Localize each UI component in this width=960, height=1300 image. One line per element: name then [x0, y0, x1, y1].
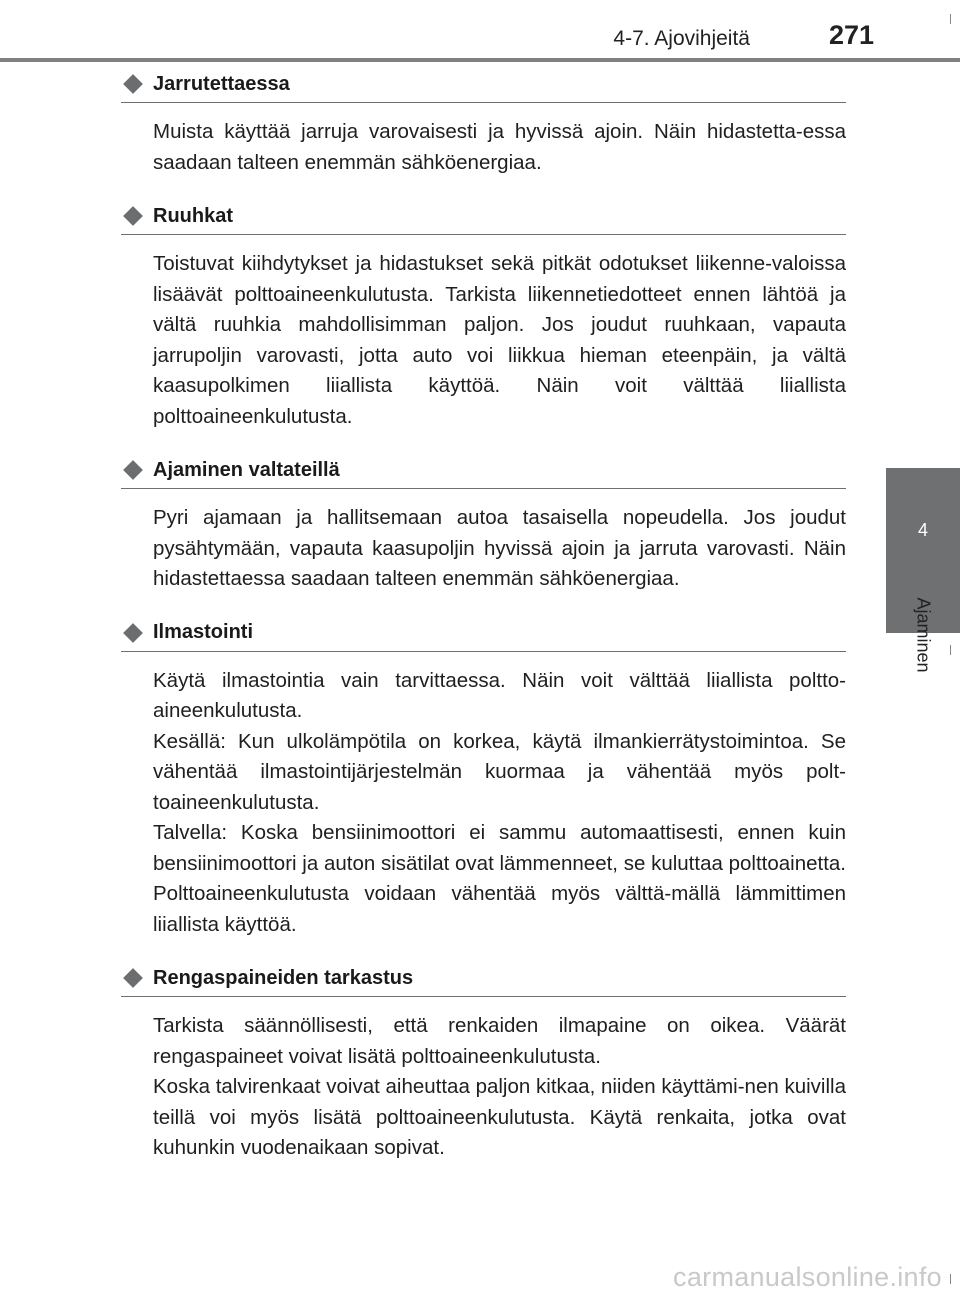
paragraph: Käytä ilmastointia vain tarvittaessa. Näin voit välttää liiallista poltto-aineenkulutusta.	[153, 668, 846, 722]
diamond-bullet-icon	[123, 623, 143, 643]
page-header	[0, 0, 960, 62]
section-body	[121, 235, 846, 452]
header-rule	[0, 58, 960, 62]
watermark-text: carmanualsonline.info	[673, 1262, 942, 1292]
paragraph: Toistuvat kiihdytykset ja hidastukset sekä pitkät odotukset liikenne-valoissa lisäävät polttoaineenkulutusta. Tarkista liikennetiedotteet ennen lähtöä ja vältä ruuhkia mahdollisimman paljon. Jos joudut ruuhkaan, vapauta jarrupoljin varovasti, jotta auto voi liikkua hieman eteenpäin, ja vältä kaasupolkimen liiallista käyttöä. Näin voit välttää liiallista polttoaineenkulutusta.	[153, 252, 846, 428]
section-heading	[121, 198, 846, 235]
section-body	[121, 997, 846, 1184]
section-ruuhkat	[121, 198, 846, 452]
paragraph: Pyri ajamaan ja hallitsemaan autoa tasaisella nopeudella. Jos joudut pysähtymään, vapauta kaasupoljin hyvissä ajoin ja jarruta varovasti. Näin hidastettaessa saadaan talteen enemmän sähköenergiaa.	[153, 506, 846, 590]
page-number: 271	[828, 20, 874, 50]
paragraph: Kesällä: Kun ulkolämpötila on korkea, käytä ilmankierrätystoimintoa. Se vähentää ilmastointijärjestelmän kuormaa ja vähentää myös polt-toaineenkulutusta.	[153, 729, 846, 814]
header-section-ref: 4-7. Ajovihjeitä	[613, 27, 750, 50]
section-heading	[121, 960, 846, 997]
section-body	[121, 489, 846, 615]
paragraph: Talvella: Koska bensiinimoottori ei sammu automaattisesti, ennen kuin bensiinimoottori ja auton sisätilat ovat lämmenneet, se kuluttaa polttoainetta. Polttoaineenkulutusta voidaan vähentää myös välttä-mällä lämmittimen liiallista käyttöä.	[153, 821, 846, 936]
crop-mark	[950, 14, 951, 24]
chapter-label-wrap	[886, 575, 960, 695]
paragraph: Tarkista säännöllisesti, että renkaiden ilmapaine on oikea. Väärät rengaspaineet voivat lisätä polttoaineenkulutusta.	[153, 1014, 846, 1068]
diamond-bullet-icon	[123, 968, 143, 988]
page-footer	[0, 1252, 960, 1300]
page-content	[121, 66, 846, 1184]
section-heading	[121, 452, 846, 489]
section-title: Jarrutettaessa	[153, 72, 290, 95]
section-title: Ajaminen valtateillä	[153, 458, 340, 481]
section-ilmastointi	[121, 615, 846, 961]
chapter-number: 4	[917, 520, 928, 540]
section-heading	[121, 66, 846, 103]
section-body	[121, 652, 846, 961]
section-title: Rengaspaineiden tarkastus	[153, 966, 414, 989]
section-title: Ilmastointi	[153, 621, 254, 643]
section-rengaspaineiden-tarkastus	[121, 960, 846, 1184]
paragraph: Muista käyttää jarruja varovaisesti ja hyvissä ajoin. Näin hidastetta-essa saadaan talteen enemmän sähköenergiaa.	[153, 120, 846, 174]
section-heading	[121, 615, 846, 652]
chapter-label: Ajaminen	[913, 597, 934, 673]
section-ajaminen-valtateilla	[121, 452, 846, 615]
section-body	[121, 103, 846, 198]
section-title: Ruuhkat	[153, 204, 233, 227]
section-jarrutettaessa	[121, 66, 846, 198]
diamond-bullet-icon	[123, 74, 143, 94]
paragraph: Koska talvirenkaat voivat aiheuttaa paljon kitkaa, niiden käyttämi-nen kuivilla teillä voi myös lisätä polttoaineenkulutusta. Käytä renkaita, jotka ovat kuhunkin vuodenaikaan sopivat.	[153, 1075, 846, 1159]
diamond-bullet-icon	[123, 206, 143, 226]
diamond-bullet-icon	[123, 460, 143, 480]
